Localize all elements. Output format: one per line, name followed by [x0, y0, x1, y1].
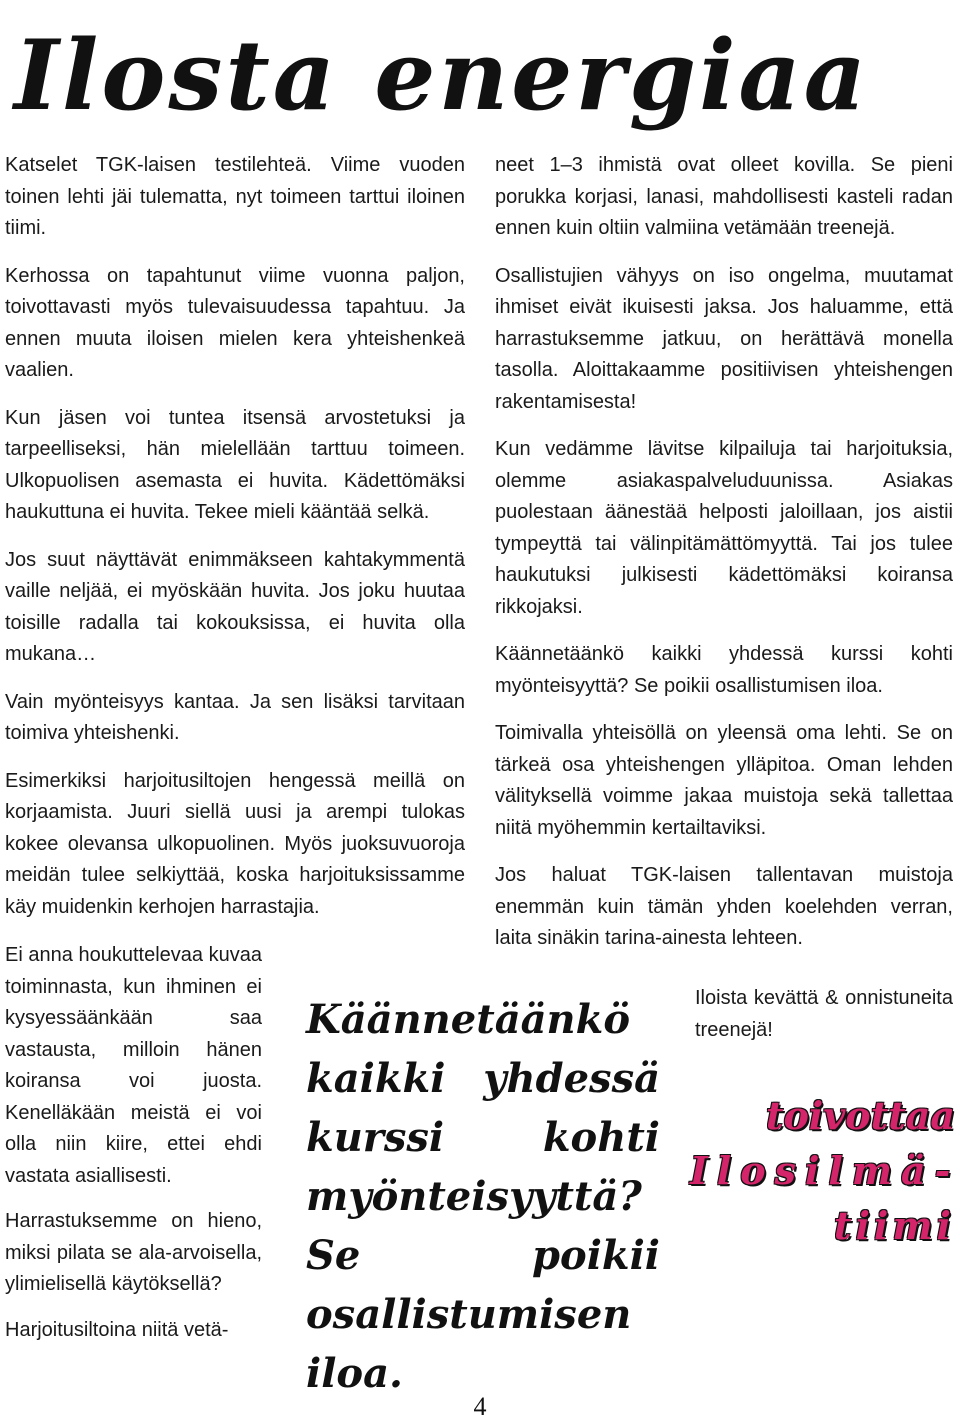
paragraph: Kun jäsen voi tuntea itsensä arvostetuksi ja tarpeelliseksi, hän mielellään tarttuu toimeen. Ulkopuolisen asemasta ei huvita. Kädettömäksi haukuttuna ei huvita. Tekee mieli kääntää selkä. [5, 406, 465, 523]
paragraph: Toimivalla yhteisöllä on yleensä oma lehti. Se on tärkeä osa yhteishengen ylläpitoa. Oman lehden välityksellä voimme jakaa muistoja sekä tallettaa niitä myöhemmin kertailtaviksi. [495, 722, 953, 839]
paragraph: Katselet TGK-laisen testilehteä. Viime vuoden toinen lehti jäi tulematta, nyt toimeen tarttui iloinen tiimi. [5, 154, 465, 239]
paragraph: neet 1–3 ihmistä ovat olleet kovilla. Se pieni porukka korjasi, lanasi, mahdollisesti kasteli radan ennen kuin oltiin valmiina vetämään treenejä. [495, 154, 953, 239]
signature-line: Ilosilmä- [690, 1148, 960, 1193]
paragraph: Vain myönteisyys kantaa. Ja sen lisäksi tarvitaan toimiva yhteishenki. [5, 690, 465, 744]
paragraph: Harrastuksemme on hieno, miksi pilata se ala-arvoisella, ylimielisellä käytöksellä? [5, 1210, 262, 1295]
paragraph: Käännetäänkö kaikki yhdessä kurssi kohti myönteisyyttä? Se poikii osallistumisen iloa. [495, 643, 953, 697]
article-column-left [5, 150, 465, 939]
paragraph: Jos suut näyttävät enimmäkseen kahtakymmentä vaille neljää, ei myöskään huvita. Jos joku huutaa toisille radalla tai kokouksissa, ei huvita olla mukana… [5, 548, 465, 665]
signature-line: tiimi [833, 1203, 955, 1248]
paragraph: Harjoitusiltoina niitä vetä- [5, 1318, 229, 1341]
article-column-narrow [5, 940, 262, 1360]
article-column-right [495, 150, 953, 971]
paragraph: Kun vedämme lävitse kilpailuja tai harjoituksia, olemme asiakaspalveluduunissa. Asiakas puolestaan äänestää helposti jaloillaan, jos aistii tympeyttä tai välinpitämättömyyttä. Tai jos tulee haukutuksi julkisesti kädettömäksi koiransa rikkojaksi. [495, 438, 953, 618]
page-title: Ilosta energiaa [14, 19, 869, 132]
paragraph: Jos haluat TGK-laisen tallentavan muistoja enemmän kuin tämän yhden koelehden verran, laita sinäkin tarina-ainesta lehteen. [495, 864, 953, 949]
paragraph: Ei anna houkuttelevaa kuvaa toiminnasta, kun ihminen ei kysyessäänkään saa vastausta, milloin hänen koiransa voi juosta. Kenelläkään meistä ei voi olla niin kiire, ettei ehdi vastata asiallisesti. [5, 944, 262, 1187]
paragraph: Osallistujien vähyys on iso ongelma, muutamat ihmiset eivät ikuisesti jaksa. Jos haluamme, että harrastuksemme jatkuu, on herättävä monella tasolla. Aloittakaamme positiivisen yhteishengen rakentamisesta! [495, 264, 953, 413]
paragraph: Kerhossa on tapahtunut viime vuonna paljon, toivottavasti myös tulevaisuudessa tapahtuu. Ja ennen muuta iloisen mielen kera yhteishenkeä vaalien. [5, 264, 465, 381]
signature [690, 1088, 960, 1253]
paragraph: Esimerkiksi harjoitusiltojen hengessä meillä on korjaamista. Juuri siellä uusi ja arempi tulokas kokee olevansa ulkopuolinen. Myös juoksuvuoroja meidän tulee selkiyttää, koska harjoituksissamme käy muidenkin kerhojen harrastajia. [5, 769, 465, 918]
page-number: 4 [473, 1392, 487, 1421]
signature-line: toivottaa [765, 1093, 955, 1138]
pull-quote: Käännetäänkö kaikki yhdessä kurssi kohti myönteisyyttä? Se poikii osallistumisen iloa. [306, 996, 660, 1397]
greeting: Iloista kevättä & onnistuneita treenejä! [695, 987, 953, 1041]
